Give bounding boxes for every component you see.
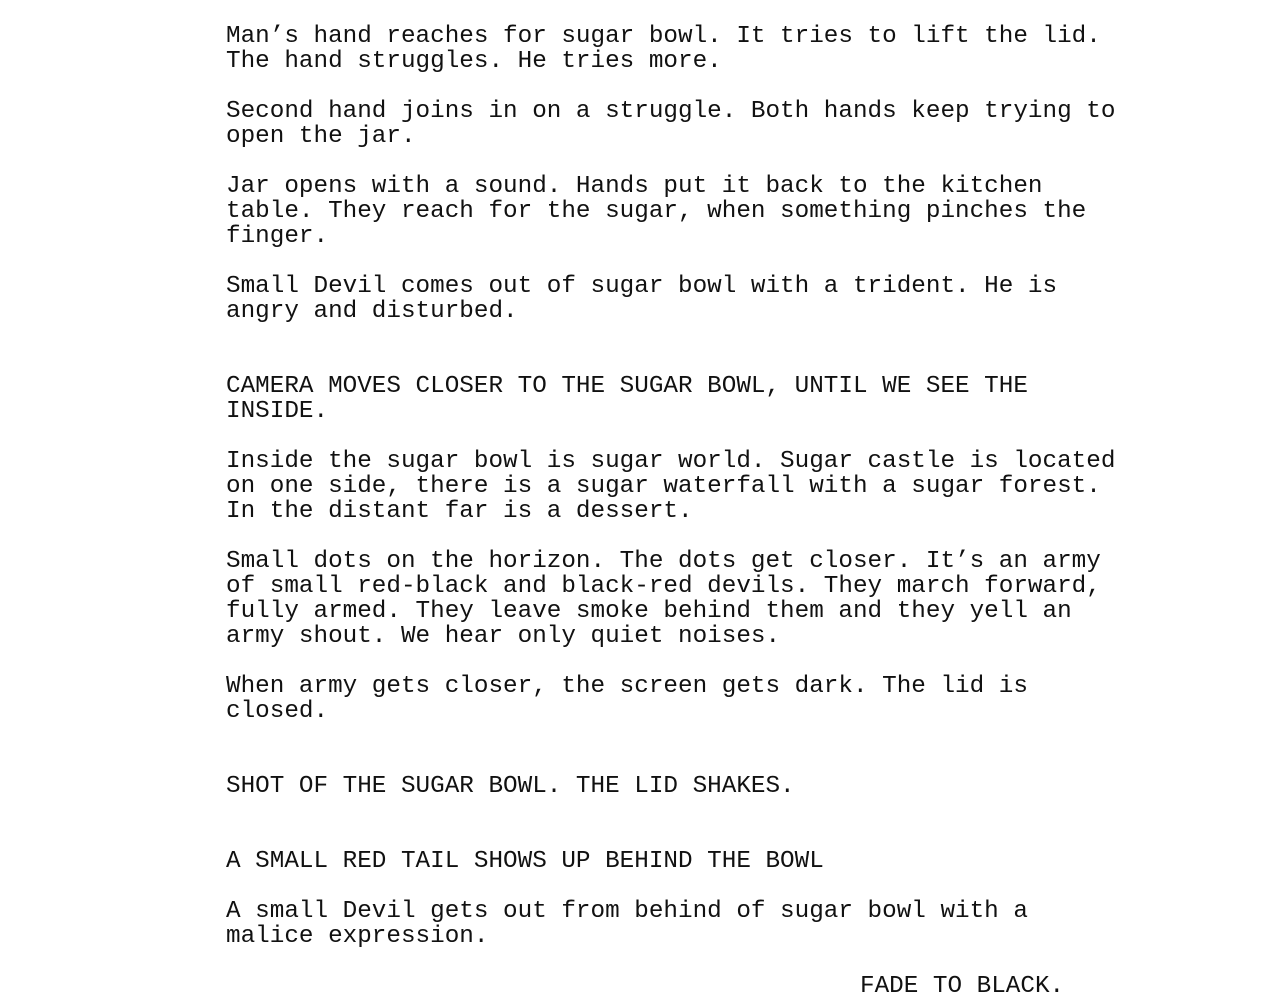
action-line: Man’s hand reaches for sugar bowl. It tries to lift the lid. bbox=[226, 23, 1101, 50]
action-line: Small dots on the horizon. The dots get closer. It’s an army bbox=[226, 548, 1101, 575]
action-line: malice expression. bbox=[226, 923, 489, 950]
action-line: In the distant far is a dessert. bbox=[226, 498, 693, 525]
transition-fade-to-black: FADE TO BLACK. bbox=[860, 973, 1065, 1000]
shot-heading: INSIDE. bbox=[226, 398, 329, 425]
action-line: Inside the sugar bowl is sugar world. Sugar castle is located bbox=[226, 448, 1116, 475]
action-line: closed. bbox=[226, 698, 329, 725]
action-line: of small red-black and black-red devils. They march forward, bbox=[226, 573, 1101, 600]
action-line: army shout. We hear only quiet noises. bbox=[226, 623, 781, 650]
shot-heading: CAMERA MOVES CLOSER TO THE SUGAR BOWL, UNTIL WE SEE THE bbox=[226, 373, 1028, 400]
action-line: Small Devil comes out of sugar bowl with a trident. He is bbox=[226, 273, 1058, 300]
action-line: fully armed. They leave smoke behind them and they yell an bbox=[226, 598, 1072, 625]
shot-heading: A SMALL RED TAIL SHOWS UP BEHIND THE BOWL bbox=[226, 848, 824, 875]
shot-heading: SHOT OF THE SUGAR BOWL. THE LID SHAKES. bbox=[226, 773, 795, 800]
action-line: table. They reach for the sugar, when something pinches the bbox=[226, 198, 1087, 225]
action-line: on one side, there is a sugar waterfall with a sugar forest. bbox=[226, 473, 1101, 500]
action-line: Jar opens with a sound. Hands put it back to the kitchen bbox=[226, 173, 1043, 200]
action-line: The hand struggles. He tries more. bbox=[226, 48, 722, 75]
action-line: Second hand joins in on a struggle. Both hands keep trying to bbox=[226, 98, 1116, 125]
action-line: A small Devil gets out from behind of sugar bowl with a bbox=[226, 898, 1028, 925]
action-line: finger. bbox=[226, 223, 329, 250]
action-line: When army gets closer, the screen gets dark. The lid is bbox=[226, 673, 1028, 700]
action-line: open the jar. bbox=[226, 123, 416, 150]
action-line: angry and disturbed. bbox=[226, 298, 518, 325]
